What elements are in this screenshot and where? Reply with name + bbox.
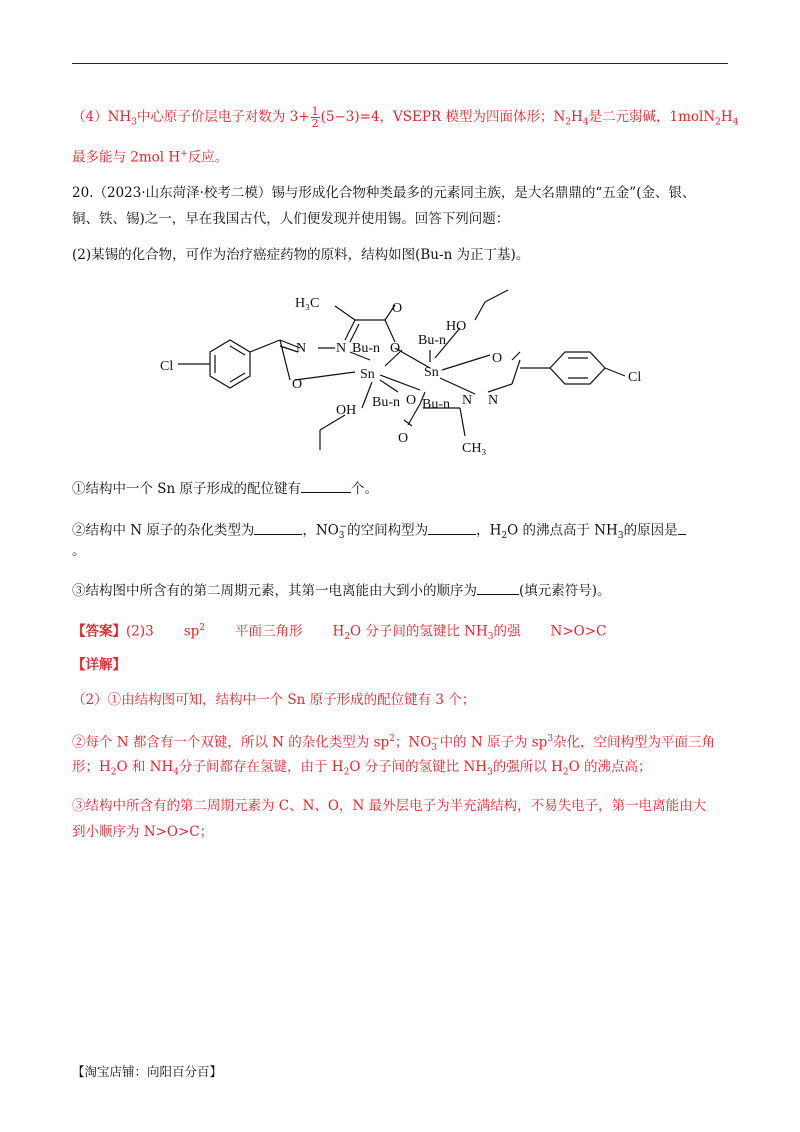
fraction: $\frac{1}{2}$ bbox=[311, 105, 319, 130]
butyl-2: Bu-n bbox=[418, 333, 446, 348]
oxygen-bridge-2: O bbox=[406, 393, 417, 408]
nitrogen-right-2: N bbox=[488, 393, 499, 408]
tin-left: Sn bbox=[360, 367, 375, 382]
answer-blank-1[interactable] bbox=[301, 478, 351, 493]
methyl-bottom: CH₃ bbox=[462, 441, 487, 456]
prev-answer-line-2: 最多能与 2mol H+反应。 bbox=[72, 149, 229, 166]
footer-shop: 【淘宝店铺：向阳百分百】 bbox=[72, 1064, 223, 1079]
answer-line: 【答案】(2)3 $sp^2$ 平面三角形 $H_2O$ 分子间的氢键比 $NH_3$的强 N>O>C bbox=[72, 623, 607, 643]
hydroxyl-bottom: OH bbox=[336, 403, 357, 418]
question-2: ②结构中 N 原子的杂化类型为 ，$NO_3^-$的空间构型为 ，$H_2O$ 的沸点高于 $NH_3$的原因是 bbox=[72, 517, 686, 546]
nitrogen-left-2: N bbox=[336, 341, 347, 356]
oxygen-left: O bbox=[292, 377, 303, 392]
explanation-line-2: ②每个 N 都含有一个双键，所以 N 的杂化类型为 $sp^2$；$NO_3^-$中的 N 原子为 $sp^3$杂化，空间构型为平面三角 bbox=[72, 734, 716, 754]
explanation-label: 【详解】 bbox=[72, 657, 126, 673]
methyl-top: H₃C bbox=[295, 296, 320, 311]
prev-answer-line-1: $(4)NH_3$中心原子价层电子对数为 3+ $\frac{1}{2}$ (5−3)=4，VSEPR 模型为四面体形；$N_2H_4$是二元弱碱，$1molN_2H_4$ bbox=[72, 105, 739, 130]
butyl-3: Bu-n bbox=[372, 395, 400, 410]
question-stem-line-1: 20.（2023·山东菏泽·校考二模）锡与形成化合物种类最多的元素同主族，是大名鼎鼎的“五金”(金、银、 bbox=[72, 185, 696, 201]
tin-compound-structure bbox=[140, 280, 660, 470]
explanation-line-3: 形；$H_2O$ 和 $NH_4$分子间都存在氢键，由于 $H_2O$ 分子间的氢键比 $NH_3$的强所以 $H_2O$ 的沸点高； bbox=[72, 759, 652, 778]
nitrogen-right-1: N bbox=[462, 393, 473, 408]
header-rule bbox=[72, 63, 728, 64]
oxygen-right: O bbox=[492, 351, 503, 366]
oxygen-carbonyl-top: O bbox=[392, 301, 403, 316]
question-2-continuation: 。 bbox=[72, 543, 86, 559]
answer-blank-3[interactable] bbox=[428, 520, 476, 535]
nitrogen-left-1: N bbox=[296, 341, 307, 356]
question-part-2: (2)某锡的化合物，可作为治疗癌症药物的原料，结构如图(Bu-n 为正丁基)。 bbox=[72, 247, 530, 263]
oxygen-bridge-1: O bbox=[390, 341, 401, 356]
question-stem-line-2: 铜、铁、锡)之一，早在我国古代，人们便发现并使用锡。回答下列问题： bbox=[72, 211, 510, 227]
hydroxyl-top: HO bbox=[446, 319, 467, 334]
butyl-4: Bu-n bbox=[422, 397, 450, 412]
chlorine-left: Cl bbox=[160, 359, 174, 374]
chlorine-right: Cl bbox=[628, 370, 642, 385]
butyl-1: Bu-n bbox=[352, 341, 380, 356]
explanation-line-4: ③结构中所含有的第二周期元素为 C、N、O，N 最外层电子为半充满结构，不易失电子，第一电离能由大 bbox=[72, 798, 707, 814]
question-3: ③结构图中所含有的第二周期元素，其第一电离能由大到小的顺序为 (填元素符号)。 bbox=[72, 580, 611, 601]
explanation-line-1: （2）①由结构图可知，结构中一个 Sn 原子形成的配位键有 3 个； bbox=[72, 692, 476, 708]
question-1: ①结构中一个 Sn 原子形成的配位键有 个。 bbox=[72, 478, 378, 499]
answer-blank-4[interactable] bbox=[678, 520, 686, 535]
explanation-line-5: 到小顺序为 N>O>C； bbox=[72, 824, 214, 840]
answer-blank-2[interactable] bbox=[254, 520, 302, 535]
answer-blank-5[interactable] bbox=[477, 580, 519, 595]
tin-right: Sn bbox=[424, 365, 439, 380]
oxygen-carbonyl-bottom: O bbox=[398, 431, 409, 446]
